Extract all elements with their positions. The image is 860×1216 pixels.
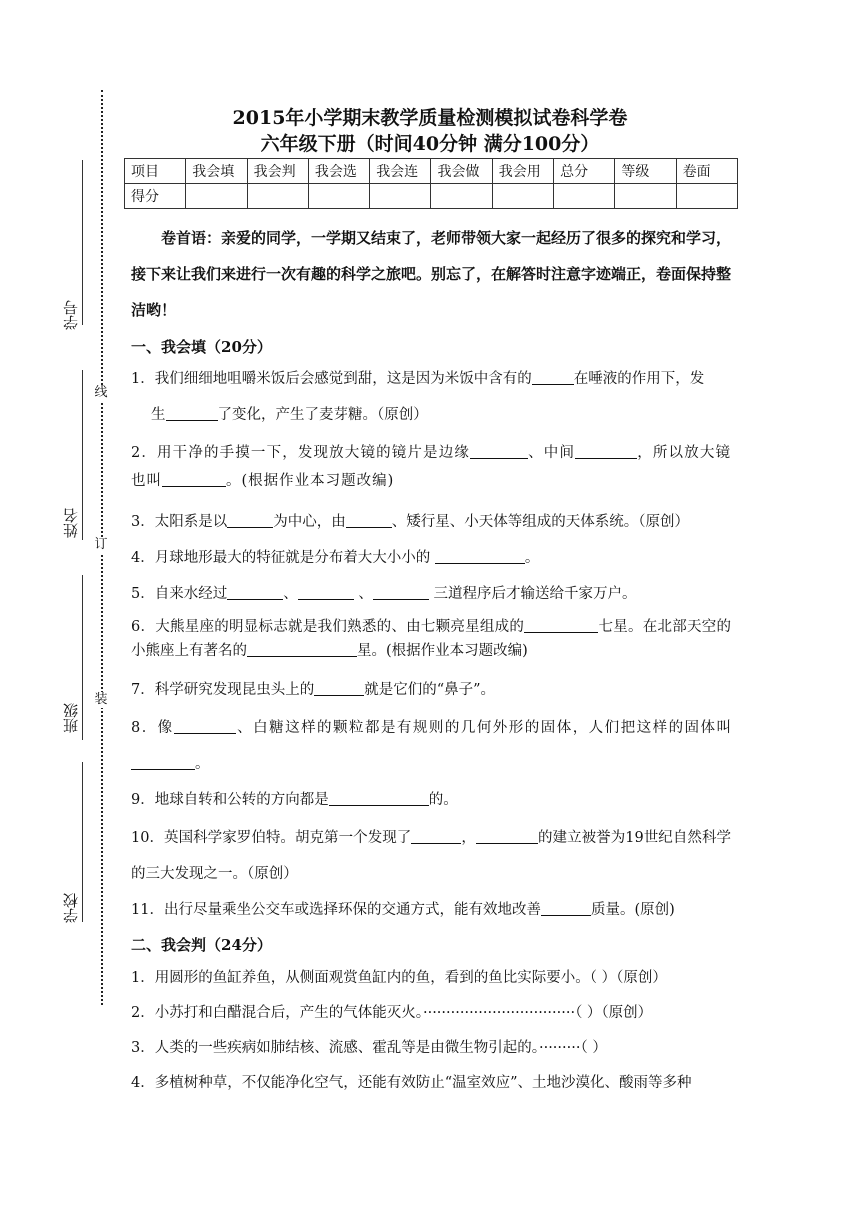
answer-blank[interactable] — [329, 790, 429, 806]
page-title: 2015年小学期末教学质量检测模拟试卷科学卷 — [232, 107, 628, 129]
question-1-11: 11．出行尽量乘坐公交车或选择环保的交通方式，能有效地改善 质量。(原创) — [131, 902, 675, 918]
score-table — [124, 158, 738, 209]
table-row — [125, 184, 738, 209]
binding-char-ding: 订 — [92, 537, 110, 553]
question-1-10: 10．英国科学家罗伯特。胡克第一个发现了 ， 的建立被誉为19世纪自然科学的三大发现之一。（原创） — [131, 830, 731, 882]
question-2-2: 2．小苏打和白醋混合后，产生的气体能灭火。·································（ ）（原创） — [131, 1005, 653, 1021]
score-cell[interactable] — [431, 184, 492, 209]
question-2-1: 1．用圆形的鱼缸养鱼，从侧面观赏鱼缸内的鱼，看到的鱼比实际要小。（ ）（原创） — [131, 970, 667, 986]
table-header-cell: 我会判 — [247, 159, 308, 184]
score-cell[interactable] — [308, 184, 369, 209]
answer-blank[interactable] — [470, 443, 528, 459]
question-1-6: 6．大熊星座的明显标志就是我们熟悉的、由七颗亮星组成的 七星。在北部天空的小熊座上有著名的 星。(根据作业本习题改编) — [131, 619, 732, 659]
answer-blank[interactable] — [227, 512, 273, 528]
binding-char-xian: 线 — [92, 385, 110, 401]
preface-text: 卷首语：亲爱的同学，一学期又结束了，老师带领大家一起经历了很多的探究和学习，接下来让我们来进行一次有趣的科学之旅吧。别忘了，在解答时注意字迹端正，卷面保持整洁哟！ — [131, 229, 732, 319]
exam-content — [131, 220, 731, 1109]
table-header-cell: 我会连 — [370, 159, 431, 184]
school-label: 学校 — [62, 893, 80, 923]
section-1-title: 一、我会填（20分） — [131, 338, 272, 356]
table-header-cell: 总分 — [554, 159, 615, 184]
score-cell[interactable] — [370, 184, 431, 209]
question-1-9: 9．地球自转和公转的方向都是 的。 — [131, 792, 458, 808]
student-id-line — [82, 160, 83, 325]
student-id-label: 学号 — [62, 300, 80, 330]
score-cell[interactable] — [186, 184, 247, 209]
name-line — [82, 370, 83, 540]
answer-blank[interactable] — [162, 471, 226, 487]
answer-blank[interactable] — [346, 512, 392, 528]
answer-blank[interactable] — [166, 405, 218, 421]
name-label: 姓名 — [62, 508, 80, 538]
answer-blank[interactable] — [227, 584, 283, 600]
table-header-cell: 我会选 — [308, 159, 369, 184]
answer-blank[interactable] — [476, 828, 538, 844]
score-cell[interactable] — [247, 184, 308, 209]
table-row — [125, 159, 738, 184]
answer-blank[interactable] — [541, 900, 591, 916]
question-1-3: 3．太阳系是以 为中心，由 、矮行星、小天体等组成的天体系统。（原创） — [131, 514, 689, 530]
class-line — [82, 575, 83, 740]
question-1-7: 7．科学研究发现昆虫头上的 就是它们的“鼻子”。 — [131, 682, 496, 698]
score-row-label: 得分 — [125, 184, 186, 209]
answer-blank[interactable] — [314, 680, 364, 696]
table-header-cell: 我会用 — [492, 159, 553, 184]
table-header-cell: 我会填 — [186, 159, 247, 184]
answer-blank[interactable] — [575, 443, 637, 459]
question-2-3: 3．人类的一些疾病如肺结核、流感、霍乱等是由微生物引起的。·········（ ） — [131, 1040, 607, 1056]
school-line — [82, 762, 83, 922]
answer-blank[interactable] — [524, 617, 598, 633]
answer-blank[interactable] — [532, 369, 574, 385]
answer-blank[interactable] — [373, 584, 429, 600]
question-1-2: 2．用干净的手摸一下，发现放大镜的镜片是边缘 、中间 ，所以放大镜也叫 。(根据作业本习题改编) — [131, 445, 732, 489]
table-header-cell: 我会做 — [431, 159, 492, 184]
answer-blank[interactable] — [435, 548, 525, 564]
table-header-cell: 等级 — [615, 159, 676, 184]
section-2-title: 二、我会判（24分） — [131, 936, 272, 954]
question-1-4: 4．月球地形最大的特征就是分布着大大小小的 。 — [131, 550, 540, 566]
answer-blank[interactable] — [174, 718, 236, 734]
score-cell[interactable] — [615, 184, 676, 209]
answer-blank[interactable] — [298, 584, 354, 600]
score-cell[interactable] — [676, 184, 737, 209]
question-1-5: 5．自来水经过 、 、 三道程序后才输送给千家万户。 — [131, 586, 637, 602]
score-cell[interactable] — [492, 184, 553, 209]
table-header-cell: 卷面 — [676, 159, 737, 184]
table-header-cell: 项目 — [125, 159, 186, 184]
question-2-4: 4．多植树种草，不仅能净化空气，还能有效防止“温室效应”、土地沙漠化、酸雨等多种 — [131, 1075, 692, 1091]
answer-blank[interactable] — [247, 641, 357, 657]
question-1-1: 1．我们细细地咀嚼米饭后会感觉到甜，这是因为米饭中含有的 在唾液的作用下，发 生 了变化，产生了麦芽糖。（原创） — [131, 371, 705, 423]
question-1-8: 8．像 、白糖这样的颗粒都是有规则的几何外形的固体，人们把这样的固体叫。 — [131, 720, 731, 772]
page-subtitle: 六年级下册（时间40分钟 满分100分） — [260, 133, 600, 155]
answer-blank[interactable] — [131, 754, 195, 770]
class-label: 班级 — [62, 703, 80, 733]
binding-char-zhuang: 装 — [92, 692, 110, 708]
score-cell[interactable] — [554, 184, 615, 209]
answer-blank[interactable] — [411, 828, 461, 844]
